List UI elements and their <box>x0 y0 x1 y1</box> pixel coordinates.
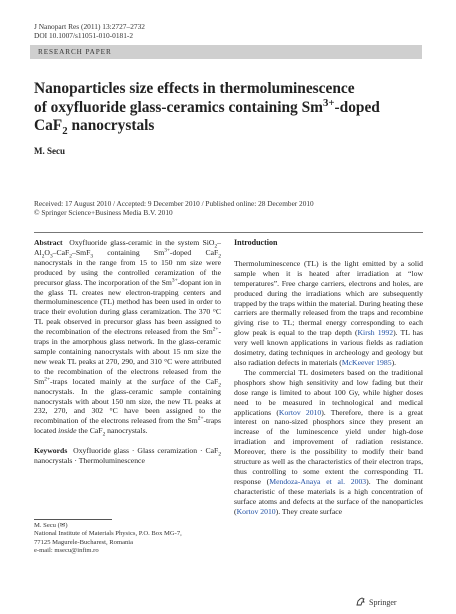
abstract-body: Abstract Oxyfluoride glass-ceramic in the system $SiO_2-Al_2O_3-CaF_2-SmF_3$ containing $Sm^{3+}$-doped CaF$_2$ nanocrystals in the range from 15 to 150 nm size were produced by using the controlled ceramization of the precursor glass. The incorporation of the $Sm^{3+}$-dopant ion in the glass TL creates new electron-trapping centers and thermoluminescence (TL) method has been used in order to trace their evolution during glass ceramization. The 370 °C TL peak observed in precursor glass has been assigned to the recombination of the electrons released from the $Sm^{2+}$-traps in the amorphous glass network. In the glass-ceramic sample containing nanocrystals with about 15 nm size the new weak TL peaks at 270, 290, and 310 °C were attributed to the recombination of the electrons released from the $Sm^{2+}$-traps located mainly at the surface of the CaF$_2$ nanocrystals. In the glass-ceramic sample containing nanocrystals with about 150 nm size, the new TL peaks at 232, 270, and 302 °C have been assigned to the recombination of the electrons released from the $Sm^{2+}$-traps located inside the CaF$_2$ nanocrystals. <box>34 238 221 438</box>
abstract-heading: Abstract <box>34 238 63 247</box>
journal-citation: J Nanopart Res (2011) 13:2727–2732 <box>34 22 145 31</box>
introduction-heading: Introduction <box>234 238 278 247</box>
citation-link[interactable]: Kortov 2010 <box>278 407 322 417</box>
introduction-column <box>234 238 423 516</box>
citation-link[interactable]: Kirsh 1992 <box>357 328 394 338</box>
author-name: M. Secu <box>34 146 65 156</box>
publication-dates <box>34 199 314 218</box>
intro-paragraph-1: Thermoluminescence (TL) is the light emitted by a solid sample when it is heated after irradiation at “low temperatures”. Free charge carriers, electrons and holes, are produced during the irradiations which are subsequently trapped by the traps within the material. During heating these carriers are thermally released from the traps and recombine giving rise to TL; thermal energy corresponding to each glow peak is equal to the trap depth (Kirsh 1992). TL has very well known applications in various fields as radiation dosimetry, dating techniques in archeology and geology but also radiation defects in materials (McKeever 1985). <box>234 258 423 367</box>
abstract-column <box>34 238 221 466</box>
keywords-heading: Keywords <box>34 446 68 456</box>
title-line-1: Nanoparticles size effects in thermoluminescence <box>34 80 355 97</box>
header-divider <box>34 232 423 233</box>
title-line-3: CaF$_2$ nanocrystals <box>34 117 155 138</box>
publisher-name: Springer <box>369 598 397 607</box>
citation-link[interactable]: Kortov 2010 <box>236 506 276 516</box>
affiliation-line-1: National Institute of Materials Physics, P.O. Box MG-7, <box>34 530 182 538</box>
author-email[interactable]: e-mail: msecu@infim.ro <box>34 547 99 555</box>
citation-link[interactable]: McKeever 1985 <box>341 357 392 367</box>
section-banner: RESEARCH PAPER <box>30 45 422 59</box>
publisher-logo <box>356 597 397 607</box>
dates-line: Received: 17 August 2010 / Accepted: 9 December 2010 / Published online: 28 December 2010 <box>34 199 314 208</box>
springer-horse-icon <box>356 597 366 606</box>
doi: DOI 10.1007/s11051-010-0181-2 <box>34 31 134 41</box>
intro-paragraph-2: The commercial TL dosimeters based on the traditional phosphors show high sensitivity and low fading but their dose range is limited to about 100 Gy, while higher doses need to be measured in technological and medical applications (Kortov 2010). Therefore, there is a great interest on nano-sized phosphors since they present an increase of the luminescence yield under high-dose irradiation and improvement of radiation resistance. Moreover, there is the possibility to modify their band structure as well as the characteristics of their electron traps, thus controlling to some extent the corresponding TL response (Mendoza-Anaya et al. 2003). The dominant characteristic of these materials is a high concentration of surface atoms and defects at the surface of the nanoparticles (Kortov 2010). They create surface <box>234 367 423 516</box>
article-title <box>34 80 424 136</box>
affiliation-name: M. Secu (✉) <box>34 522 68 529</box>
footnote-divider <box>34 519 112 520</box>
citation-link[interactable]: Mendoza-Anaya et al. 2003 <box>269 476 367 486</box>
keywords: Keywords Oxyfluoride glass · Glass ceramization · CaF$_2$ nanocrystals · Thermoluminescence <box>34 446 222 466</box>
copyright-line: © Springer Science+Business Media B.V. 2010 <box>34 208 173 218</box>
title-line-2: of oxyfluoride glass-ceramics containing $Sm^{3+}$-doped <box>34 96 380 116</box>
journal-header <box>34 22 145 41</box>
affiliation-line-2: 77125 Magurele-Bucharest, Romania <box>34 538 134 546</box>
author-affiliation <box>34 522 182 556</box>
